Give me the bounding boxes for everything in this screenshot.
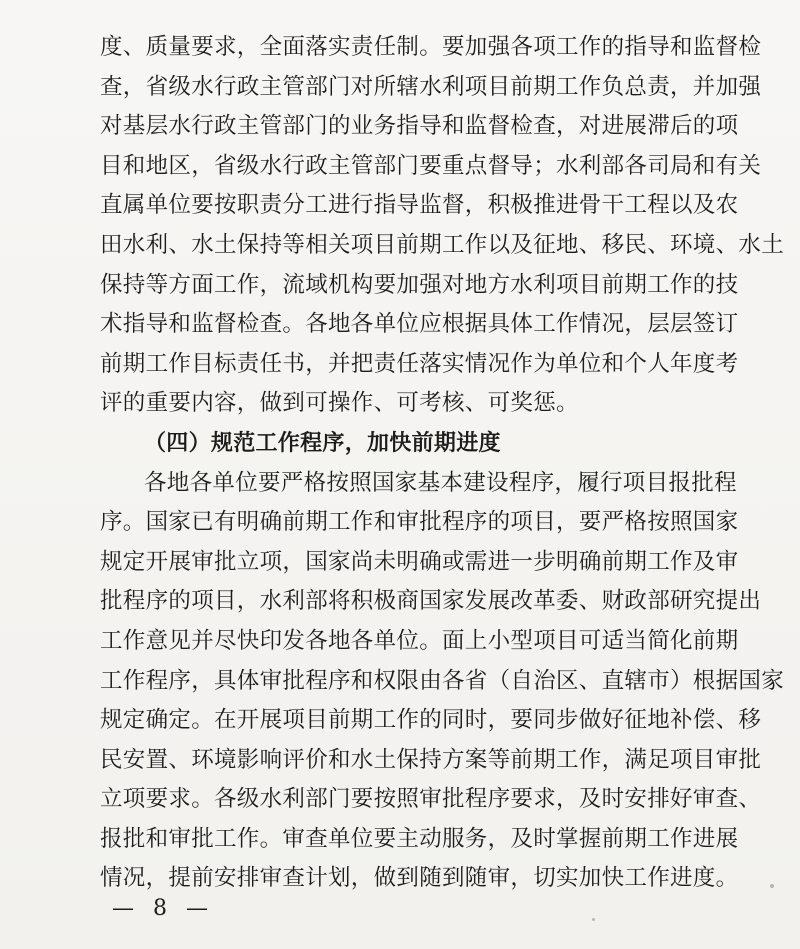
page-number: — 8 — [112, 896, 214, 921]
text-line: 工作程序，具体审批程序和权限由各省（自治区、直辖市）根据国家 [100, 667, 785, 694]
text-line: 工作意见并尽快印发各地各单位。面上小型项目可适当简化前期 [100, 627, 739, 654]
paragraph-responsibility [100, 28, 785, 424]
text-line: 保持等方面工作，流域机构要加强对地方水利项目前期工作的技 [100, 271, 739, 298]
paragraph-procedures [100, 464, 785, 900]
text-line: 前期工作目标责任书，并把责任落实情况作为单位和个人年度考 [100, 350, 739, 377]
text-line: 序。国家已有明确前期工作和审批程序的项目，要严格按照国家 [100, 509, 739, 536]
text-line: 情况，提前安排审查计划，做到随到随审，切实加快工作进度。 [100, 865, 739, 892]
text-line: 规定确定。在开展项目前期工作的同时，要同步做好征地补偿、移 [100, 707, 762, 734]
text-line: 度、质量要求，全面落实责任制。要加强各项工作的指导和监督检 [100, 34, 762, 60]
text-line: 批程序的项目，水利部将积极商国家发展改革委、财政部研究提出 [100, 588, 762, 615]
section-heading: （四）规范工作程序，加快前期进度 [144, 430, 501, 456]
text-line: 各地各单位要严格按照国家基本建设程序，履行项目报批程 [144, 469, 737, 496]
text-line: 直属单位要按职责分工进行指导监督，积极推进骨干工程以及农 [100, 192, 739, 219]
page-content [100, 28, 785, 899]
text-line: 评的重要内容，做到可操作、可考核、可奖惩。 [100, 390, 579, 417]
paper-speck [770, 884, 774, 888]
text-line: 术指导和监督检查。各地各单位应根据具体工作情况，层层签订 [100, 311, 739, 338]
text-line: 报批和审批工作。审查单位要主动服务，及时掌握前期工作进展 [100, 825, 739, 852]
text-line: 目和地区，省级水行政主管部门要重点督导；水利部各司局和有关 [100, 152, 762, 179]
text-line: 田水利、水土保持等相关项目前期工作以及征地、移民、环境、水土 [100, 231, 785, 258]
text-line: 立项要求。各级水利部门要按照审批程序要求，及时安排好审查、 [100, 786, 762, 813]
text-line: 规定开展审批立项，国家尚未明确或需进一步明确前期工作及审 [100, 548, 739, 575]
text-line: 对基层水行政主管部门的业务指导和监督检查，对进展滞后的项 [100, 113, 739, 140]
paper-speck [592, 918, 595, 921]
text-line: 查，省级水行政主管部门对所辖水利项目前期工作负总责，并加强 [100, 73, 762, 100]
text-line: 民安置、环境影响评价和水土保持方案等前期工作，满足项目审批 [100, 746, 762, 773]
